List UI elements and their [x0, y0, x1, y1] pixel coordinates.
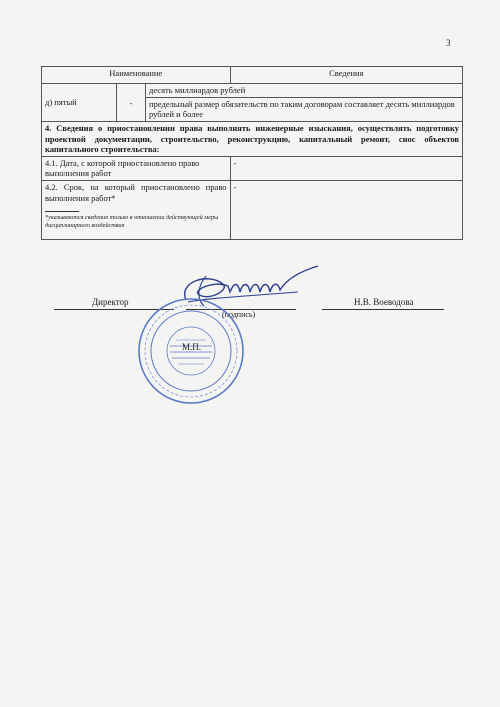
- name-underline: [322, 309, 444, 310]
- footnote: *указываются сведения только в отношении действующей меры дисциплинарного воздействия: [45, 214, 219, 230]
- row-42-value: -: [230, 181, 462, 240]
- table-row: [42, 181, 463, 240]
- row-d-dash: -: [117, 97, 146, 121]
- row-d-label: д) пятый: [42, 84, 117, 122]
- page-number: 3: [446, 38, 451, 48]
- seal-label: М.П.: [182, 342, 202, 352]
- table-row: [42, 156, 463, 180]
- row-d-top-info: десять миллиардов рублей: [146, 84, 463, 98]
- row-41-value: -: [230, 156, 462, 180]
- info-table: [41, 66, 463, 240]
- row-d-info: предельный размер обязательств по таким договорам составляет десять миллиардов рублей и более: [146, 97, 463, 121]
- table-header-row: [42, 67, 463, 84]
- row-41-label: 4.1. Дата, с которой приостановлено право выполнения работ: [42, 156, 231, 180]
- row-42-label: 4.2. Срок, на который приостановлено право выполнения работ*: [45, 182, 227, 203]
- signer-name: Н.В. Воеводова: [354, 297, 414, 307]
- signature-caption: (подпись): [222, 310, 256, 319]
- footnote-rule: [45, 211, 79, 212]
- header-info: Сведения: [230, 67, 462, 84]
- signer-position: Директор: [92, 297, 129, 307]
- section-4-row: [42, 121, 463, 156]
- table-row: [42, 84, 463, 98]
- header-name: Наименование: [42, 67, 231, 84]
- section-4-title: 4. Сведения о приостановлении права выполнять инженерные изыскания, осуществлять подготовку проектной документации, строительство, реконструкцию, капитальный ремонт, снос объектов капитального строительства:: [42, 121, 463, 156]
